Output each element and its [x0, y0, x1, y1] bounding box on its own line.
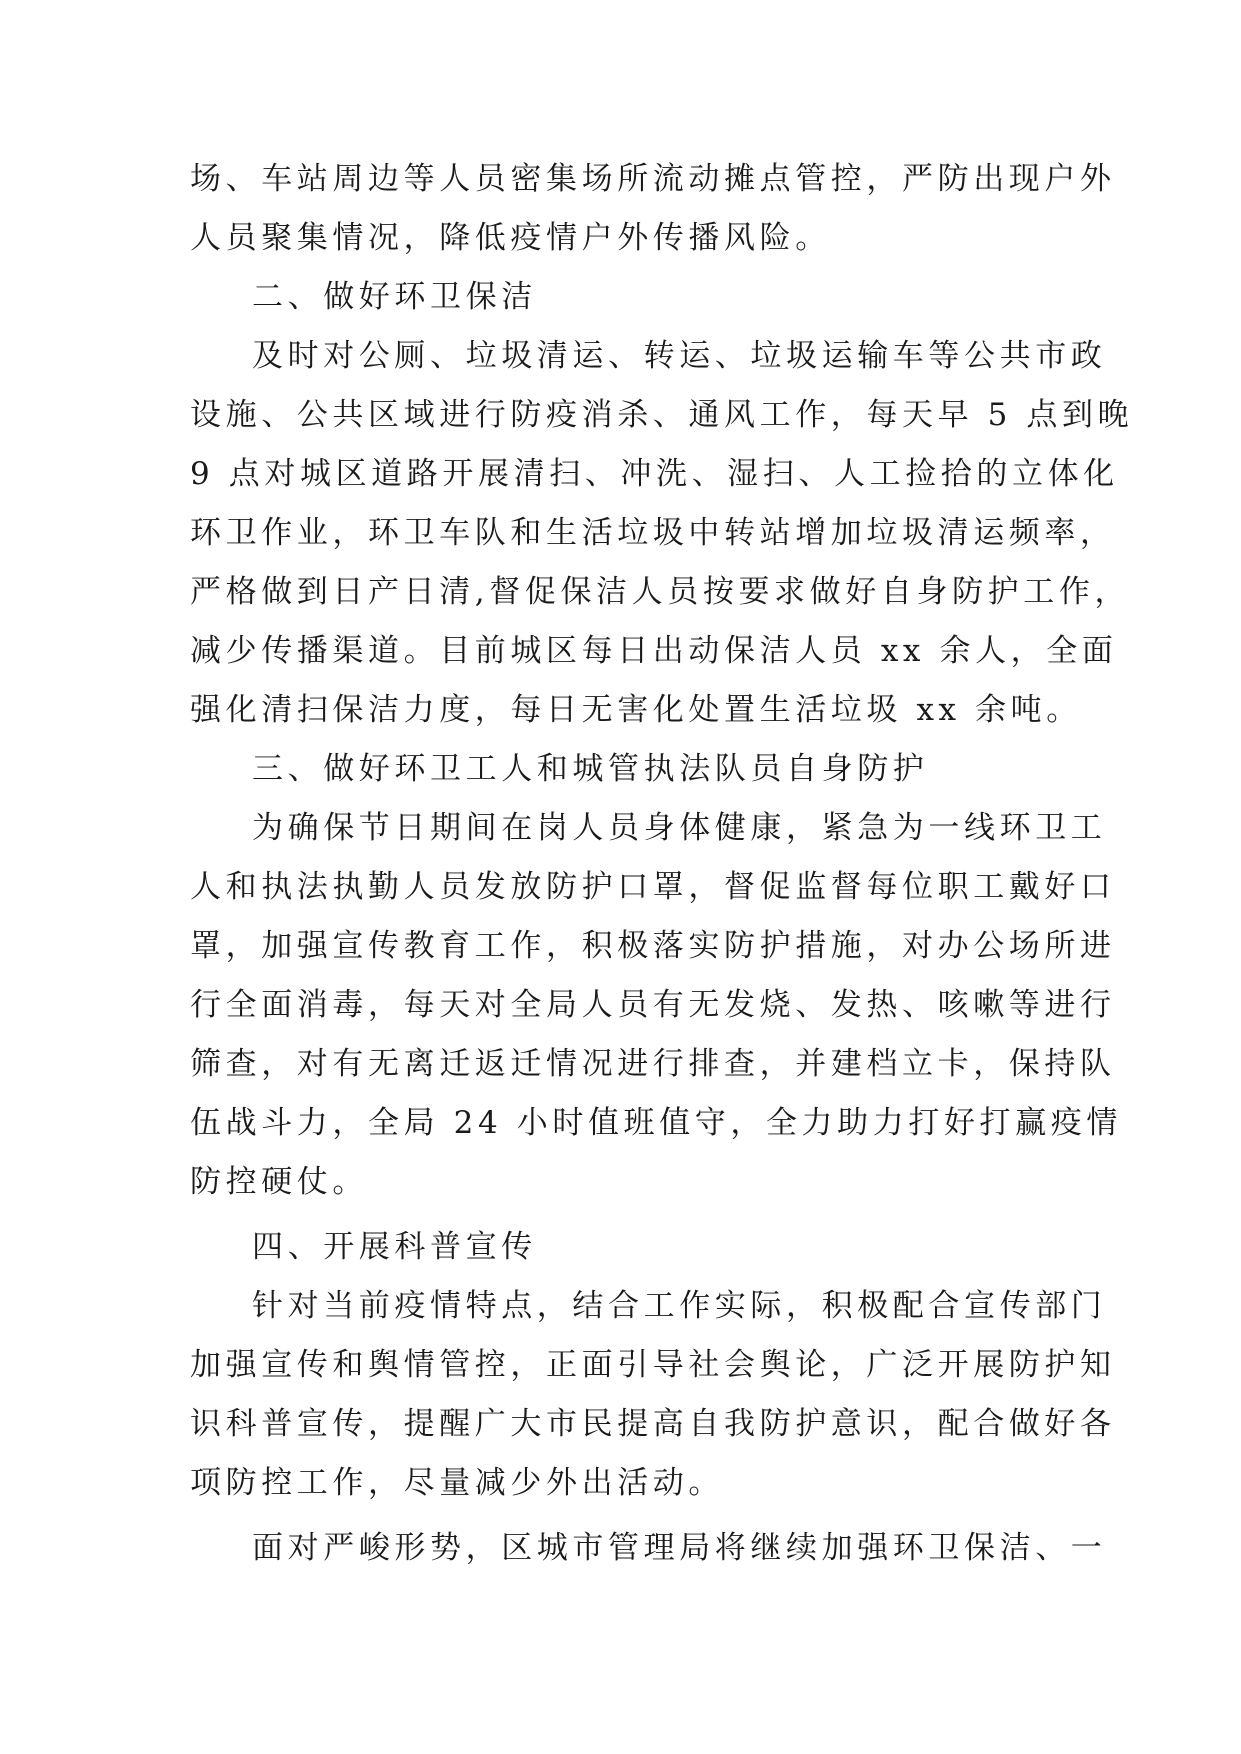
- document-body: [190, 150, 1134, 1578]
- text-line: 强化清扫保洁力度，每日无害化处置生活垃圾 xx 余吨。: [190, 692, 1082, 728]
- text-line: 9 点对城区道路开展清扫、冲洗、湿扫、人工捡拾的立体化: [190, 456, 1119, 492]
- text-line: 防控硬仗。: [190, 1164, 368, 1200]
- text-line: 场、车站周边等人员密集场所流动摊点管控，严防出现户外: [190, 161, 1116, 197]
- text-line: 设施、公共区域进行防疫消杀、通风工作，每天早 5 点到晚: [190, 397, 1134, 433]
- paragraph-start-line: 为确保节日期间在岗人员身体健康，紧急为一线环卫工: [252, 810, 1107, 846]
- text-line: 项防控工作，尽量减少外出活动。: [190, 1465, 724, 1501]
- paragraph-start-line: 面对严峻形势，区城市管理局将继续加强环卫保洁、一: [252, 1530, 1107, 1566]
- text-line: 加强宣传和舆情管控，正面引导社会舆论，广泛开展防护知: [190, 1347, 1116, 1383]
- text-line: 识科普宣传，提醒广大市民提高自我防护意识，配合做好各: [190, 1406, 1116, 1442]
- text-line: 伍战斗力，全局 24 小时值班值守，全力助力打好打赢疫情: [190, 1105, 1122, 1141]
- text-line: 减少传播渠道。目前城区每日出动保洁人员 xx 余人，全面: [190, 633, 1118, 669]
- text-line: 严格做到日产日清,督促保洁人员按要求做好自身防护工作，: [190, 574, 1131, 610]
- paragraph-start-line: 针对当前疫情特点，结合工作实际，积极配合宣传部门: [252, 1288, 1107, 1324]
- section-heading: 二、做好环卫保洁: [252, 279, 537, 315]
- text-line: 环卫作业，环卫车队和生活垃圾中转站增加垃圾清运频率，: [190, 515, 1116, 551]
- text-line: 罩，加强宣传教育工作，积极落实防护措施，对办公场所进: [190, 928, 1116, 964]
- text-line: 人员聚集情况，降低疫情户外传播风险。: [190, 220, 831, 256]
- text-line: 行全面消毒，每天对全局人员有无发烧、发热、咳嗽等进行: [190, 987, 1116, 1023]
- section-heading: 四、开展科普宣传: [252, 1229, 537, 1265]
- text-line: 筛查，对有无离迁返迁情况进行排查，并建档立卡，保持队: [190, 1046, 1116, 1082]
- paragraph-start-line: 及时对公厕、垃圾清运、转运、垃圾运输车等公共市政: [252, 338, 1107, 374]
- text-line: 人和执法执勤人员发放防护口罩，督促监督每位职工戴好口: [190, 869, 1116, 905]
- section-heading: 三、做好环卫工人和城管执法队员自身防护: [252, 751, 929, 787]
